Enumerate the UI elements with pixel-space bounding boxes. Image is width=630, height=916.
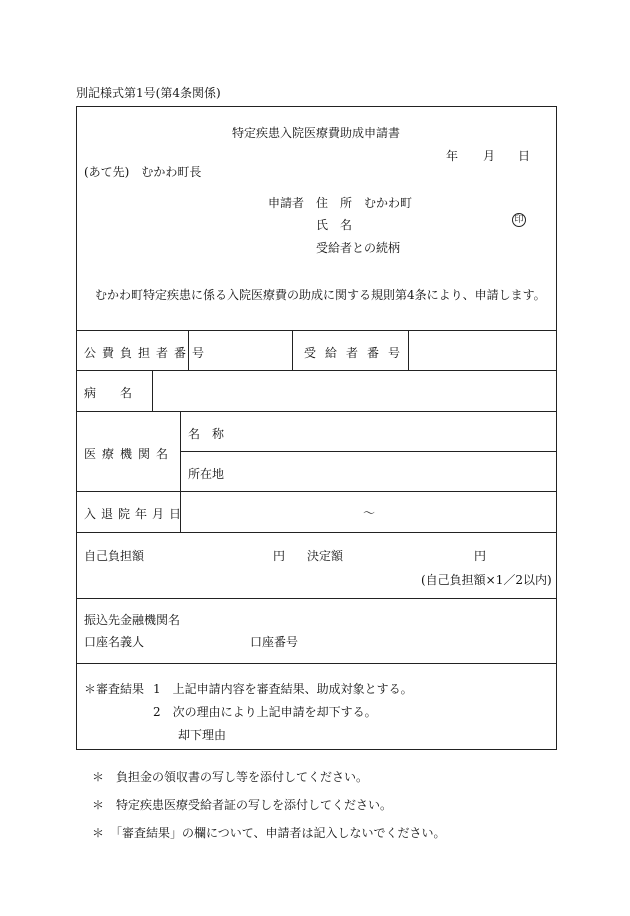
institution-name-field[interactable] [230, 414, 555, 449]
copay-amount-label: 自己負担額 [84, 549, 145, 563]
recipient-number-field[interactable] [410, 333, 555, 368]
institution-address-field[interactable] [230, 454, 555, 489]
form-title: 特定疾患入院医療費助成申請書 [232, 126, 401, 140]
disease-label: 病 名 [84, 386, 133, 400]
applicant-label: 申請者 [268, 196, 305, 210]
note-item: ＊ 負担金の領収書の写し等を添付してください。 [92, 770, 369, 784]
institution-name-label: 名 称 [188, 427, 225, 441]
row-divider [76, 598, 557, 599]
review-result-label: ＊審査結果 [84, 682, 145, 696]
recipient-number-label: 受給者番号 [304, 346, 410, 360]
date-day: 日 [518, 149, 531, 163]
institution-address-label: 所在地 [188, 467, 225, 481]
public-payer-number-label: 公費負担者番号 [84, 346, 211, 360]
note-item: ＊ 「審査結果」の欄について、申請者は記入しないでください。 [92, 826, 446, 840]
row-divider [180, 451, 557, 452]
date-year: 年 [446, 149, 459, 163]
admission-dates-label: 入退院年月日 [84, 507, 187, 521]
row-divider [76, 532, 557, 533]
row-divider [76, 411, 557, 412]
account-number-label: 口座番号 [250, 635, 299, 649]
rejection-reason-label: 却下理由 [178, 728, 227, 742]
row-divider [76, 370, 557, 371]
column-divider [292, 330, 293, 371]
addressee: (あて先) むかわ町長 [84, 165, 202, 179]
review-option-approve: 1 上記申請内容を審査結果、助成対象とする。 [153, 682, 413, 696]
admission-dates-field[interactable] [182, 494, 555, 529]
address-value: むかわ町 [364, 196, 413, 210]
review-option-reject: 2 次の理由により上記申請を却下する。 [153, 705, 377, 719]
address-label: 住 所 [316, 196, 353, 210]
disease-field[interactable] [154, 373, 555, 408]
note-item: ＊ 特定疾患医療受給者証の写しを添付してください。 [92, 798, 393, 812]
row-divider [76, 491, 557, 492]
name-label: 氏 名 [316, 218, 353, 232]
yen-unit: 円 [273, 549, 286, 563]
medical-institution-label: 医療機関名 [84, 447, 175, 461]
seal-mark: 印 [512, 213, 526, 227]
relation-label: 受給者との続柄 [316, 241, 401, 255]
bank-name-label: 振込先金融機関名 [84, 613, 181, 627]
yen-unit: 円 [474, 549, 487, 563]
form-number-label: 別記様式第1号(第4条関係) [76, 86, 221, 100]
column-divider [152, 370, 153, 411]
application-statement: むかわ町特定疾患に係る入院医療費の助成に関する規則第4条により、申請します。 [95, 288, 546, 302]
date-range-separator: 〜 [363, 506, 376, 520]
date-month: 月 [483, 149, 496, 163]
limit-note: (自己負担額×1／2以内) [421, 573, 552, 587]
row-divider [76, 330, 557, 331]
account-holder-label: 口座名義人 [84, 635, 145, 649]
public-payer-number-field[interactable] [190, 333, 290, 368]
decision-amount-label: 決定額 [307, 549, 344, 563]
row-divider [76, 663, 557, 664]
